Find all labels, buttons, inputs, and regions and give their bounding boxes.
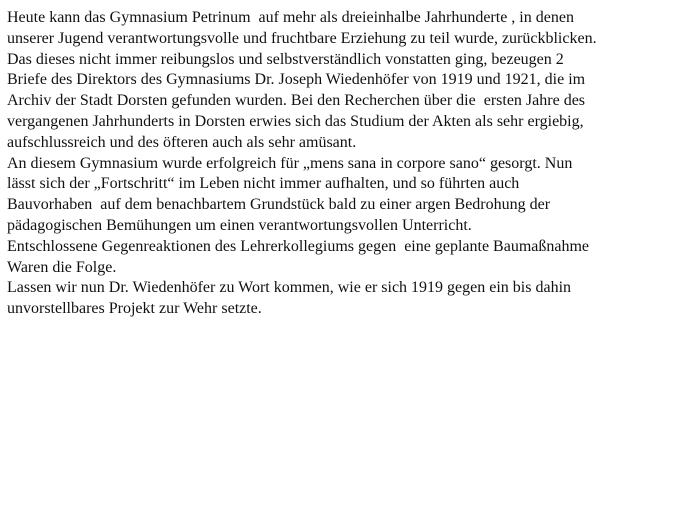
text-line: lässt sich der „Fortschritt“ im Leben nicht immer aufhalten, und so führten auch xyxy=(7,175,520,193)
text-line: Das dieses nicht immer reibungslos und selbstverständlich vonstatten ging, bezeugen 2 xyxy=(7,50,564,68)
text-line: Briefe des Direktors des Gymnasiums Dr. Joseph Wiedenhöfer von 1919 und 1921, die im xyxy=(7,71,586,89)
text-line: unvorstellbares Projekt zur Wehr setzte. xyxy=(7,300,262,318)
text-line: An diesem Gymnasium wurde erfolgreich für „mens sana in corpore sano“ gesorgt. Nun xyxy=(7,154,573,172)
document-body xyxy=(7,8,695,320)
text-line: unserer Jugend verantwortungsvolle und fruchtbare Erziehung zu teil wurde, zurückblicken. xyxy=(7,29,597,47)
text-line: Archiv der Stadt Dorsten gefunden wurden. Bei den Recherchen über die ersten Jahre des xyxy=(7,92,586,110)
text-line: Lassen wir nun Dr. Wiedenhöfer zu Wort kommen, wie er sich 1919 gegen ein bis dahin xyxy=(7,279,572,297)
text-line: Waren die Folge. xyxy=(7,258,117,276)
text-line: pädagogischen Bemühungen um einen verantwortungsvollen Unterricht. xyxy=(7,216,472,234)
text-line: Bauvorhaben auf dem benachbartem Grundstück bald zu einer argen Bedrohung der xyxy=(7,196,551,214)
text-line: Entschlossene Gegenreaktionen des Lehrerkollegiums gegen eine geplante Baumaßnahme xyxy=(7,237,590,255)
text-line: vergangenen Jahrhunderts in Dorsten erwies sich das Studium der Akten als sehr ergiebig, xyxy=(7,112,584,130)
text-line: Heute kann das Gymnasium Petrinum auf mehr als dreieinhalbe Jahrhunderte , in denen xyxy=(7,9,574,26)
text-line: aufschlussreich und des öfteren auch als sehr amüsant. xyxy=(7,133,357,151)
